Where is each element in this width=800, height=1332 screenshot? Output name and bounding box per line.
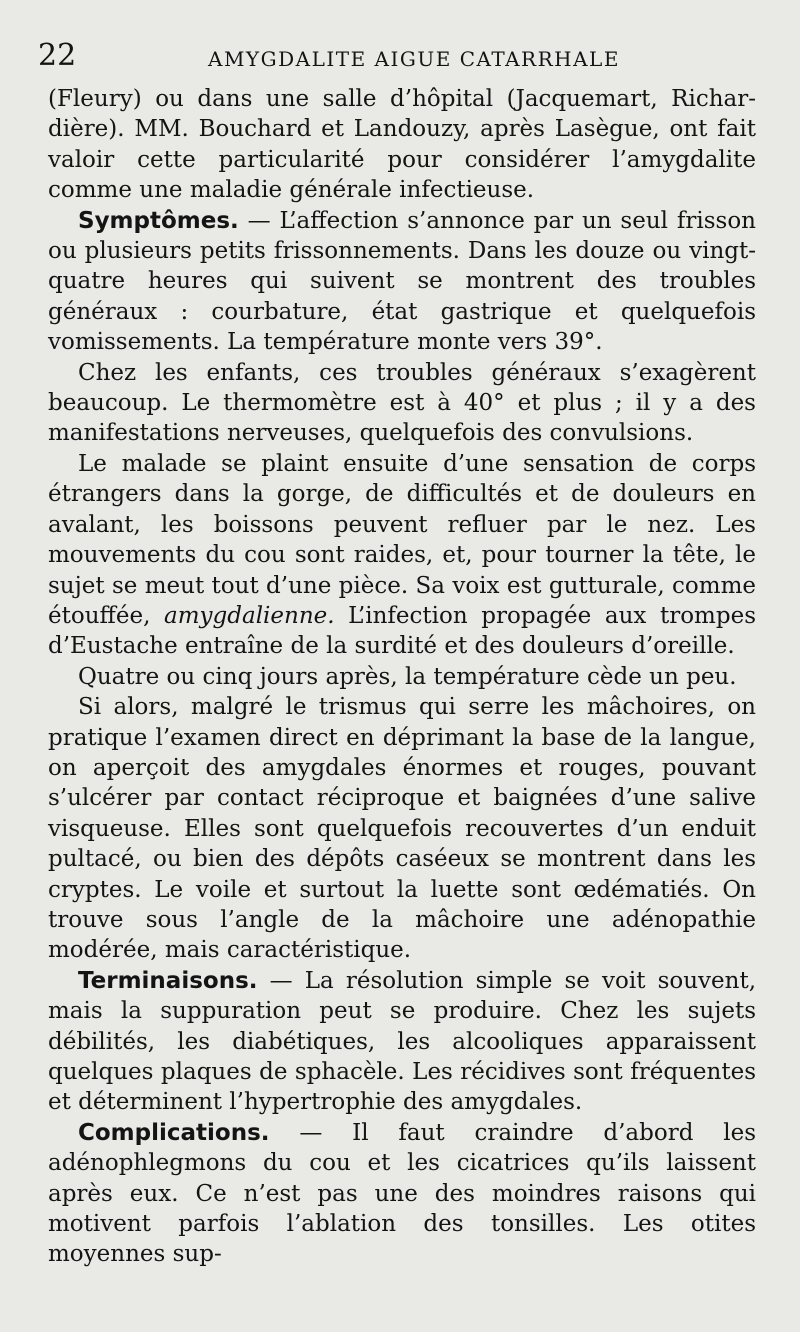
section-heading-complications: Complications. <box>78 1119 270 1146</box>
body-text <box>48 84 756 1270</box>
paragraph-text: — La résolution simple se voit souvent, mais la suppuration peut se produire. Chez les sujets débilités, les diabétiques, les alcooliques apparaissent quelques plaques de sphacèle. Les récidives sont fréquentes et déterminent l’hypertrophie des amygdales. <box>48 967 756 1116</box>
paragraph-continuation: (Fleury) ou dans une salle d’hôpital (Jacquemart, Richar-dière). MM. Bouchard et Landouzy, après Lasègue, ont fait valoir cette particularité pour considérer l’amygdalite comme une maladie générale infectieuse. <box>48 86 756 204</box>
section-heading-symptomes: Symptômes. <box>78 207 239 234</box>
paragraph-text: Le malade se plaint ensuite d’une sensation de corps étrangers dans la gorge, de difficultés et de douleurs en avalant, les boissons peuvent refluer par le nez. Les mouvements du cou sont raides, et, pour tourner la tête, le sujet se meut tout d’une pièce. Sa voix est gutturale, comme étouffée, <box>48 450 756 629</box>
page-number: 22 <box>38 38 77 73</box>
paragraph-text: L’infection propagée aux trompes d’Eustache entraîne de la surdité et des douleurs d’oreille. <box>48 602 756 660</box>
paragraph-enfants: Chez les enfants, ces troubles généraux s’exagèrent beaucoup. Le thermomètre est à 40° et plus ; il y a des manifestations nerveuses, quelquefois des convulsions. <box>48 359 756 447</box>
paragraph-text: — Il faut craindre d’abord les adénophlegmons du cou et les cicatrices qu’ils laissent après eux. Ce n’est pas une des moindres raisons qui motivent parfois l’ablation des tonsilles. Les otites moyennes sup- <box>48 1119 756 1268</box>
running-head: AMYGDALITE AIGUE CATARRHALE <box>208 47 620 71</box>
paragraph-symptomes <box>48 206 756 358</box>
section-heading-terminaisons: Terminaisons. <box>78 967 258 994</box>
paragraph-text: — L’affection s’annonce par un seul frisson ou plusieurs petits frissonnements. Dans les douze ou vingt-quatre heures qui suivent se montrent des troubles généraux : courbature, état gastrique et quelquefois vomissements. La température monte vers 39°. <box>48 207 756 356</box>
italic-term: amygdalienne. <box>164 602 335 629</box>
paragraph-trismus: Si alors, malgré le trismus qui serre les mâchoires, on pratique l’examen direct en déprimant la base de la langue, on aperçoit des amygdales énormes et rouges, pouvant s’ulcérer par contact réciproque et baignées d’une salive visqueuse. Elles sont quelquefois recouvertes d’un enduit pultacé, ou bien des dépôts caséeux se montrent dans les cryptes. Le voile et surtout la luette sont œdématiés. On trouve sous l’angle de la mâchoire une adénopathie modérée, mais caractéristique. <box>48 694 756 964</box>
paragraph-quatre-jours: Quatre ou cinq jours après, la température cède un peu. <box>78 663 737 690</box>
paragraph-complications <box>48 1118 756 1270</box>
page-header <box>38 38 756 84</box>
paragraph-malade <box>48 449 756 662</box>
paragraph-terminaisons <box>48 966 756 1118</box>
